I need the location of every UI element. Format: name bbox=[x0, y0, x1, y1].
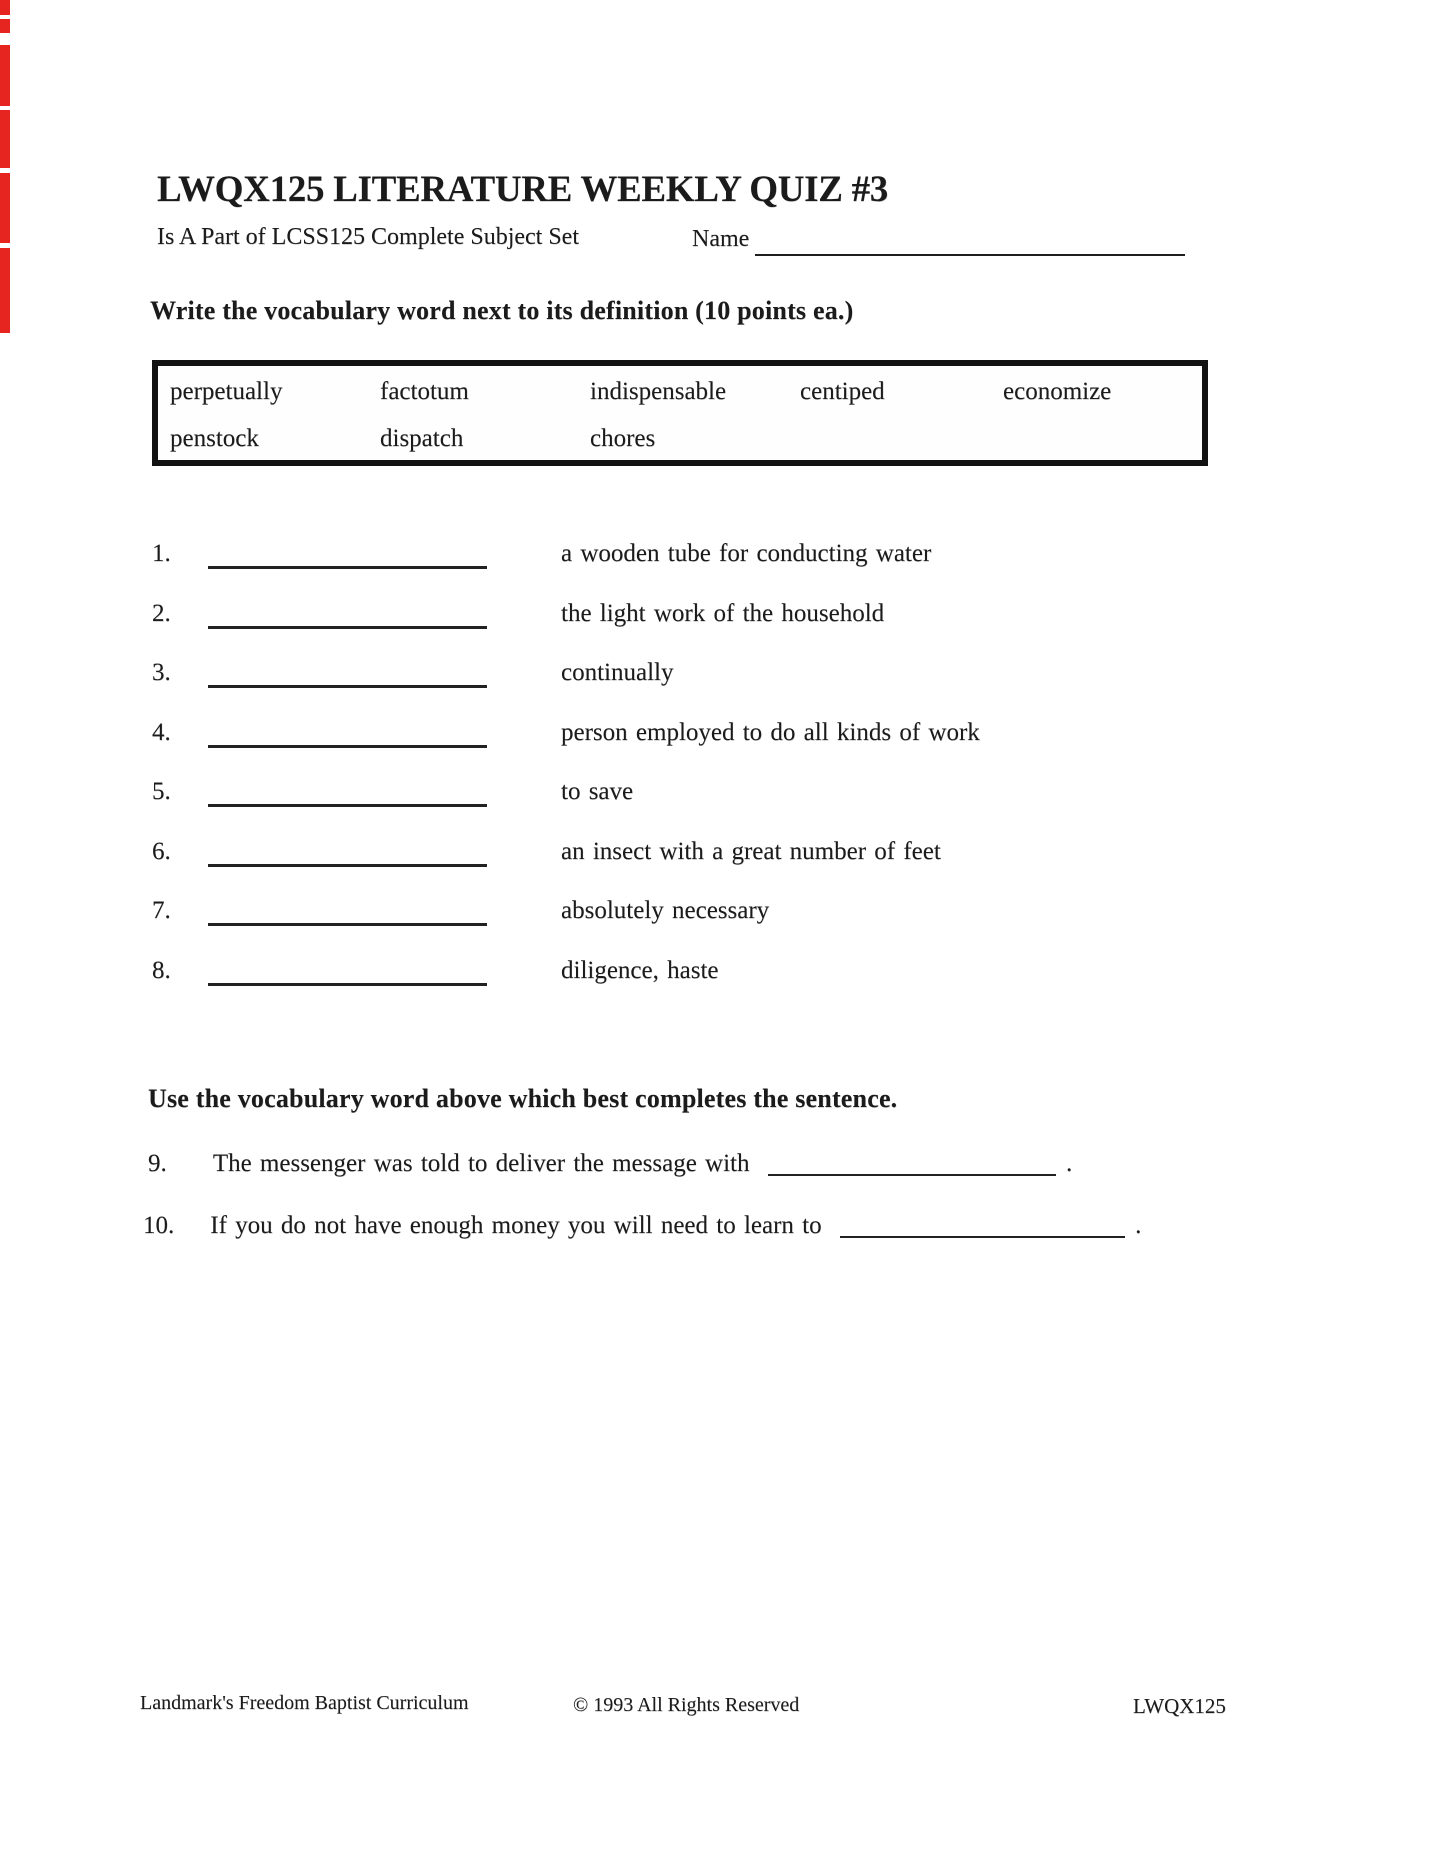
answer-blank[interactable] bbox=[840, 1211, 1125, 1238]
definition-text: diligence, haste bbox=[561, 957, 719, 984]
definition-text: a wooden tube for conducting water bbox=[561, 540, 932, 567]
item-number: 3. bbox=[152, 659, 171, 686]
item-number: 2. bbox=[152, 600, 171, 627]
name-blank[interactable] bbox=[755, 228, 1185, 256]
sentence-row bbox=[143, 1206, 1141, 1240]
red-edge-mark bbox=[0, 248, 10, 333]
word-bank-word: penstock bbox=[170, 425, 259, 452]
name-label: Name bbox=[692, 226, 750, 252]
red-edge-mark bbox=[0, 19, 10, 33]
footer-curriculum: Landmark's Freedom Baptist Curriculum bbox=[140, 1692, 469, 1714]
answer-blank[interactable] bbox=[768, 1149, 1056, 1176]
sentence-text: If you do not have enough money you will need to learn to bbox=[210, 1212, 822, 1239]
red-edge-mark bbox=[0, 45, 10, 106]
sentence-text: The messenger was told to deliver the message with bbox=[212, 1150, 750, 1177]
item-number: 1. bbox=[152, 540, 171, 567]
definition-text: absolutely necessary bbox=[561, 897, 770, 924]
red-edge-mark bbox=[0, 0, 10, 15]
red-edge-mark bbox=[0, 110, 10, 168]
item-number: 8. bbox=[152, 957, 171, 984]
answer-blank[interactable] bbox=[208, 838, 487, 867]
definition-row bbox=[0, 778, 1445, 818]
definition-text: an insect with a great number of feet bbox=[561, 838, 941, 865]
sentence-row bbox=[148, 1144, 1072, 1178]
definition-row bbox=[0, 838, 1445, 878]
definition-row bbox=[0, 957, 1445, 997]
red-edge-mark bbox=[0, 173, 10, 243]
footer-copyright: © 1993 All Rights Reserved bbox=[573, 1694, 800, 1716]
page-title: LWQX125 LITERATURE WEEKLY QUIZ #3 bbox=[157, 169, 888, 210]
word-bank-word: economize bbox=[1003, 378, 1112, 405]
answer-blank[interactable] bbox=[208, 897, 487, 926]
answer-blank[interactable] bbox=[208, 957, 487, 986]
sentence-terminator: . bbox=[1135, 1212, 1142, 1239]
definition-row bbox=[0, 600, 1445, 640]
answer-blank[interactable] bbox=[208, 778, 487, 807]
definition-text: person employed to do all kinds of work bbox=[561, 719, 980, 746]
item-number: 9. bbox=[148, 1150, 167, 1177]
item-number: 10. bbox=[143, 1212, 175, 1239]
footer-code: LWQX125 bbox=[1133, 1694, 1226, 1718]
definition-row bbox=[0, 659, 1445, 699]
word-bank-word: factotum bbox=[380, 378, 469, 405]
item-number: 7. bbox=[152, 897, 171, 924]
item-number: 6. bbox=[152, 838, 171, 865]
word-bank-word: chores bbox=[590, 425, 656, 452]
word-bank-word: dispatch bbox=[380, 425, 464, 452]
word-bank-word: perpetually bbox=[170, 378, 283, 405]
item-number: 4. bbox=[152, 719, 171, 746]
item-number: 5. bbox=[152, 778, 171, 805]
definition-row bbox=[0, 719, 1445, 759]
definition-row bbox=[0, 540, 1445, 580]
word-bank-word: indispensable bbox=[590, 378, 727, 405]
answer-blank[interactable] bbox=[208, 540, 487, 569]
definition-text: continually bbox=[561, 659, 674, 686]
word-bank-word: centiped bbox=[800, 378, 885, 405]
word-bank-box bbox=[152, 360, 1208, 466]
definition-text: to save bbox=[561, 778, 634, 805]
vocab-instruction: Write the vocabulary word next to its definition (10 points ea.) bbox=[150, 296, 854, 325]
answer-blank[interactable] bbox=[208, 600, 487, 629]
sentence-instruction: Use the vocabulary word above which best completes the sentence. bbox=[148, 1084, 898, 1113]
answer-blank[interactable] bbox=[208, 659, 487, 688]
sentence-terminator: . bbox=[1066, 1150, 1073, 1177]
definition-text: the light work of the household bbox=[561, 600, 885, 627]
definition-row bbox=[0, 897, 1445, 937]
answer-blank[interactable] bbox=[208, 719, 487, 748]
page-subtitle: Is A Part of LCSS125 Complete Subject Set bbox=[157, 224, 580, 250]
